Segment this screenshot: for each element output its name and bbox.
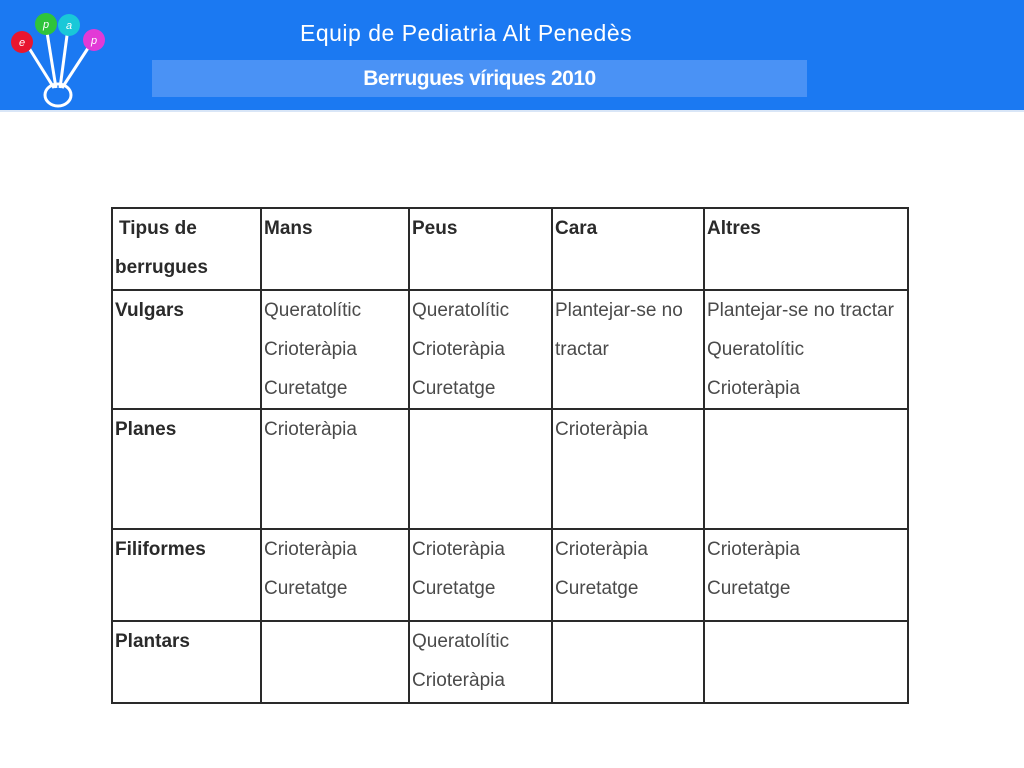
cell-line: Crioteràpia: [264, 539, 357, 560]
cell-line: Queratolític: [264, 300, 362, 321]
subtitle-bar: [152, 60, 807, 97]
cell-line: tractar: [555, 339, 609, 360]
table-cell: [552, 621, 704, 703]
cell-line: Plantejar-se no: [555, 300, 683, 321]
table-cell: [261, 290, 409, 409]
column-header: [704, 208, 908, 290]
cell-line: Crioteràpia: [412, 670, 505, 691]
table-row: [112, 290, 908, 409]
table-cell: [704, 621, 908, 703]
cell-line: Peus: [412, 218, 458, 239]
row-header: [112, 409, 261, 529]
cell-line: Vulgars: [115, 300, 184, 321]
table-cell: [261, 621, 409, 703]
table-cell: [261, 529, 409, 621]
header-divider: [0, 110, 1024, 112]
table-header-row: [112, 208, 908, 290]
cell-line: Crioteràpia: [412, 539, 505, 560]
row-header: [112, 621, 261, 703]
table-row: [112, 621, 908, 703]
column-header: [112, 208, 261, 290]
cell-line: berrugues: [115, 257, 208, 278]
treatment-table: [111, 207, 909, 704]
cell-line: Crioteràpia: [555, 419, 648, 440]
column-header: [261, 208, 409, 290]
cell-line: Curetatge: [412, 378, 496, 399]
cell-line: Curetatge: [264, 578, 348, 599]
cell-line: Queratolític: [412, 300, 510, 321]
cell-line: Cara: [555, 218, 598, 239]
cell-line: Altres: [707, 218, 761, 239]
table-row: [112, 529, 908, 621]
cell-line: Plantejar-se no tractar: [707, 300, 894, 321]
column-header: [552, 208, 704, 290]
cell-line: Filiformes: [115, 539, 206, 560]
table-cell: [552, 529, 704, 621]
table-cell: [704, 290, 908, 409]
table-row: [112, 409, 908, 529]
cell-line: Plantars: [115, 631, 190, 652]
column-header: [409, 208, 552, 290]
logo-letter-e: e: [18, 37, 26, 49]
cell-line: Curetatge: [555, 578, 639, 599]
slide-title: Berrugues víriques 2010: [363, 67, 596, 90]
logo-letter-p1: p: [42, 19, 50, 31]
header-banner: [0, 0, 1024, 110]
table-body: [112, 208, 908, 703]
cell-line: Curetatge: [264, 378, 348, 399]
cell-line: Crioteràpia: [707, 378, 800, 399]
org-title: Equip de Pediatria Alt Penedès: [300, 20, 633, 46]
cell-line: Mans: [264, 218, 313, 239]
table-cell: [704, 529, 908, 621]
table-cell: [409, 290, 552, 409]
table-cell: [409, 529, 552, 621]
table-cell: [552, 290, 704, 409]
logo-letter-a: a: [65, 20, 73, 32]
cell-line: Crioteràpia: [555, 539, 648, 560]
row-header: [112, 290, 261, 409]
table-cell: [409, 409, 552, 529]
row-header: [112, 529, 261, 621]
logo: [6, 6, 110, 110]
logo-letter-p2: p: [90, 35, 98, 47]
cell-line: Tipus de: [119, 218, 197, 239]
cell-line: Crioteràpia: [707, 539, 800, 560]
cell-line: Curetatge: [707, 578, 791, 599]
cell-line: Crioteràpia: [264, 419, 357, 440]
table-cell: [409, 621, 552, 703]
cell-line: Crioteràpia: [264, 339, 357, 360]
cell-line: Crioteràpia: [412, 339, 505, 360]
cell-line: Queratolític: [707, 339, 805, 360]
cell-line: Queratolític: [412, 631, 510, 652]
table-cell: [704, 409, 908, 529]
cell-line: Curetatge: [412, 578, 496, 599]
cell-line: Planes: [115, 419, 177, 440]
table-cell: [552, 409, 704, 529]
table-cell: [261, 409, 409, 529]
